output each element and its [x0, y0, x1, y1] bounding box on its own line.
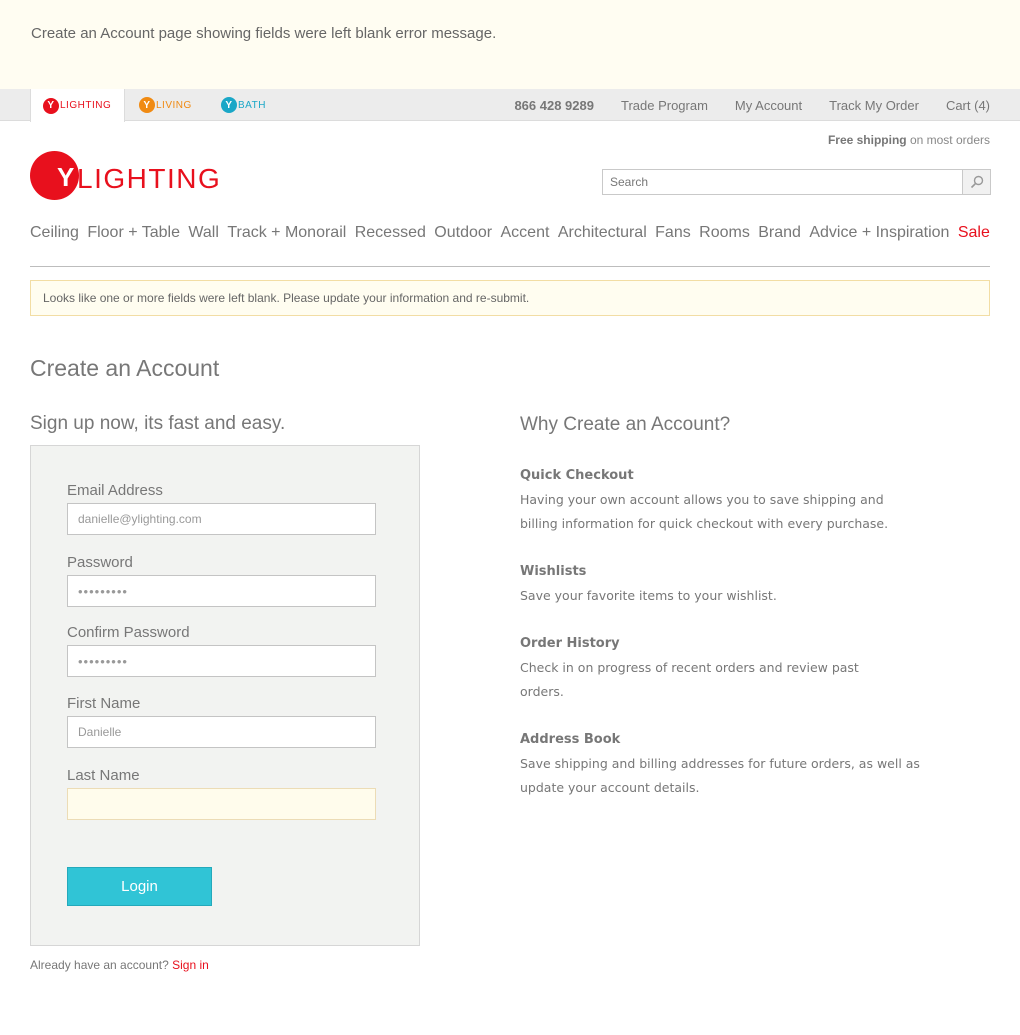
email-field[interactable]	[67, 503, 376, 535]
benefit-wishlists	[520, 560, 920, 608]
nav-brand[interactable]: Brand	[758, 224, 801, 241]
search-box	[602, 169, 991, 195]
password-label: Password	[67, 554, 133, 571]
tab-lighting-label: LIGHTING	[60, 100, 112, 111]
error-alert	[30, 280, 990, 316]
utility-links	[514, 89, 990, 121]
why-create-heading: Why Create an Account?	[520, 414, 731, 435]
sign-in-prompt-text: Already have an account?	[30, 958, 173, 972]
nav-divider	[30, 266, 990, 267]
page-title: Create an Account	[30, 355, 220, 381]
login-button[interactable]: Login	[67, 867, 212, 906]
benefit-title: Wishlists	[520, 564, 587, 579]
nav-floor-table[interactable]: Floor + Table	[87, 224, 180, 241]
first-name-label: First Name	[67, 695, 141, 712]
benefit-text: Save your favorite items to your wishlist.	[520, 588, 777, 603]
logo-wordmark: LIGHTING	[77, 162, 222, 194]
create-account-form	[30, 445, 420, 946]
signup-heading: Sign up now, its fast and easy.	[30, 413, 286, 434]
nav-fans[interactable]: Fans	[655, 224, 691, 241]
nav-architectural[interactable]: Architectural	[557, 224, 647, 241]
tab-lighting[interactable]	[30, 89, 125, 122]
benefit-title: Order History	[520, 636, 620, 651]
nav-sale[interactable]: Sale	[957, 224, 990, 241]
nav-recessed[interactable]: Recessed	[354, 224, 426, 241]
logo-circle-icon	[30, 151, 79, 200]
cart-link[interactable]: Cart (4)	[945, 97, 990, 113]
caption-banner	[0, 0, 1020, 89]
track-order-link[interactable]: Track My Order	[829, 97, 919, 113]
nav-advice-inspiration[interactable]: Advice + Inspiration	[809, 224, 950, 241]
benefit-quick-checkout	[520, 464, 920, 536]
error-message: Looks like one or more fields were left blank. Please update your information and re-submit.	[43, 291, 530, 305]
tab-living-label: LIVING	[156, 99, 192, 111]
password-field[interactable]	[67, 575, 376, 607]
yliving-logo-icon: Y	[139, 97, 155, 113]
logo-letter: Y	[57, 162, 75, 192]
ybath-logo-icon: Y	[221, 97, 237, 113]
free-shipping-note	[828, 133, 990, 147]
nav-accent[interactable]: Accent	[500, 224, 550, 241]
ylighting-logo-icon: Y	[43, 98, 59, 114]
benefit-text: Check in on progress of recent orders and review past orders.	[520, 660, 859, 699]
benefit-text: Save shipping and billing addresses for future orders, as well as update your account details.	[520, 756, 920, 795]
main-navigation	[30, 224, 990, 242]
nav-wall[interactable]: Wall	[188, 224, 219, 241]
confirm-password-label: Confirm Password	[67, 624, 190, 641]
trade-program-link[interactable]: Trade Program	[620, 97, 708, 113]
search-input[interactable]	[603, 170, 962, 194]
my-account-link[interactable]: My Account	[734, 97, 803, 113]
caption-text: Create an Account page showing fields were left blank error message.	[31, 25, 497, 42]
benefit-title: Address Book	[520, 732, 621, 747]
tab-living[interactable]	[137, 89, 207, 121]
nav-track-monorail[interactable]: Track + Monorail	[227, 224, 347, 241]
nav-ceiling[interactable]: Ceiling	[30, 224, 79, 241]
sign-in-link[interactable]: Sign in	[172, 958, 209, 972]
email-label: Email Address	[67, 482, 163, 499]
confirm-password-field[interactable]	[67, 645, 376, 677]
first-name-field[interactable]	[67, 716, 376, 748]
last-name-label: Last Name	[67, 767, 140, 784]
nav-rooms[interactable]: Rooms	[699, 224, 750, 241]
free-shipping-bold: Free shipping	[827, 133, 907, 147]
benefit-address-book	[520, 728, 920, 800]
phone-number: 866 428 9289	[514, 97, 594, 113]
sign-in-prompt	[30, 958, 209, 972]
tab-bath[interactable]	[219, 89, 279, 121]
tab-bath-label: BATH	[238, 99, 266, 111]
free-shipping-rest: on most orders	[906, 133, 990, 147]
ylighting-logo[interactable]	[30, 151, 221, 200]
nav-outdoor[interactable]: Outdoor	[434, 224, 493, 241]
last-name-field[interactable]	[67, 788, 376, 820]
search-icon	[970, 175, 984, 189]
search-button[interactable]	[962, 170, 990, 194]
benefit-title: Quick Checkout	[520, 468, 634, 483]
benefit-text: Having your own account allows you to save shipping and billing information for quick checkout with every purchase.	[520, 492, 889, 531]
benefit-order-history	[520, 632, 920, 704]
